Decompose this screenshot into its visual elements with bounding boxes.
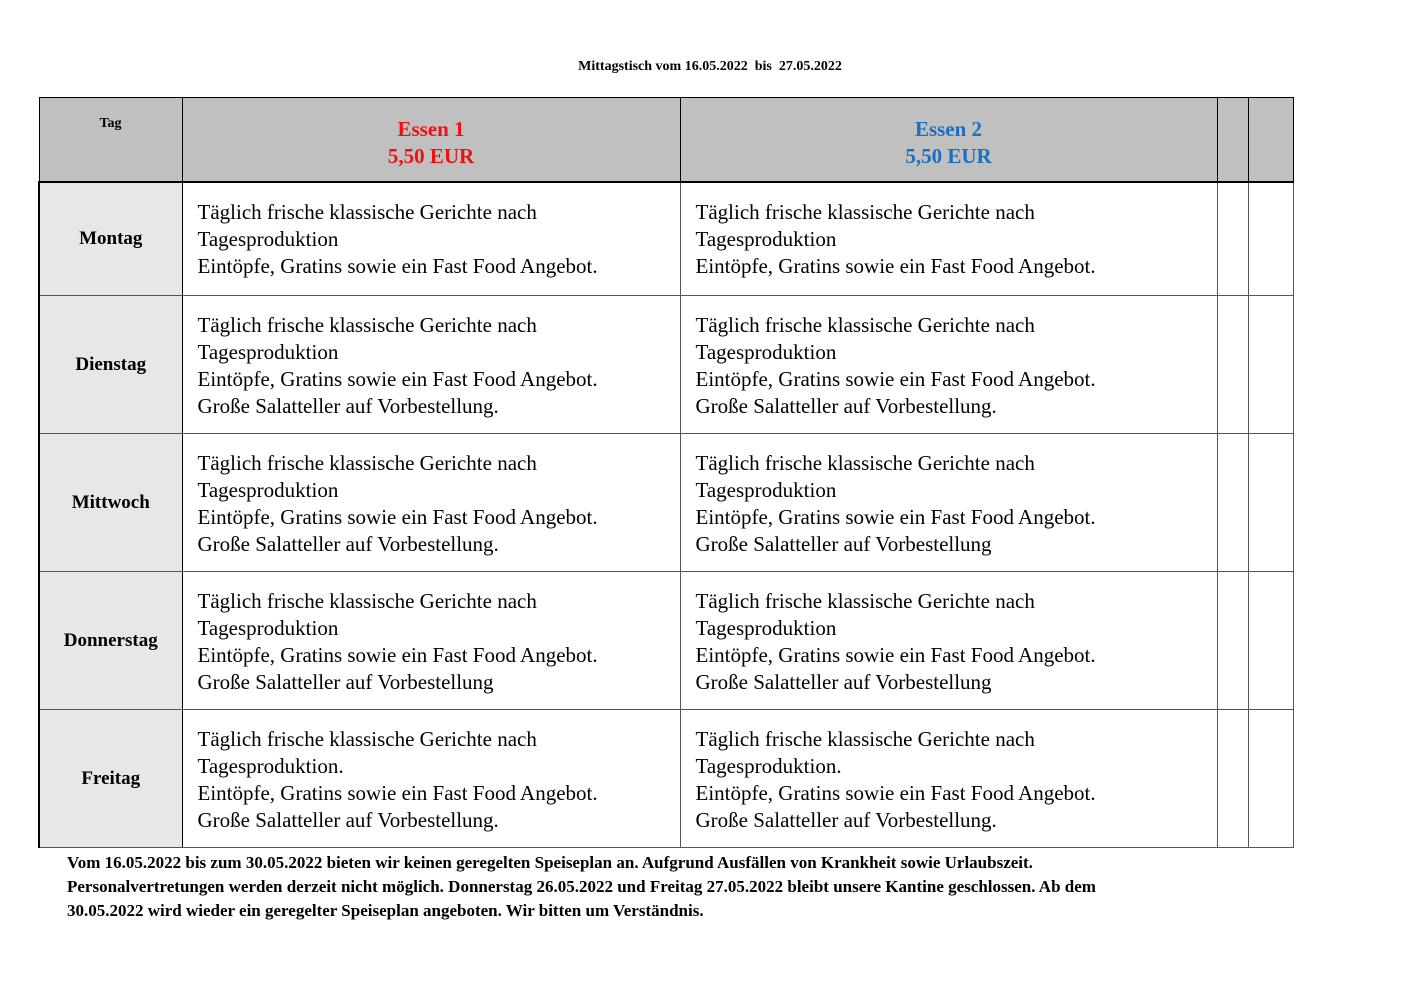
header-tag: Tag [39, 98, 182, 182]
meal-line: Täglich frische klassische Gerichte nach [197, 451, 537, 475]
blank-cell [1217, 572, 1248, 710]
footer-note [67, 851, 1307, 923]
meal-line: Täglich frische klassische Gerichte nach [197, 313, 537, 337]
essen-2-cell [680, 434, 1217, 572]
blank-cell [1248, 296, 1293, 434]
meal-line: Eintöpfe, Gratins sowie ein Fast Food Angebot. [197, 781, 598, 805]
day-cell: Donnerstag [39, 572, 182, 710]
meal-line: Tagesproduktion [695, 226, 837, 251]
header-blank-2 [1248, 98, 1293, 182]
meal-line: Täglich frische klassische Gerichte nach [695, 589, 1035, 613]
header-essen-1 [182, 98, 680, 182]
essen-1-price: 5,50 EUR [387, 144, 475, 168]
blank-cell [1248, 434, 1293, 572]
page-title: Mittagstisch vom 16.05.2022 bis 27.05.2022 [578, 59, 842, 74]
meal-line: Tagesproduktion [197, 616, 339, 640]
essen-1-cell [182, 296, 680, 434]
meal-line: Eintöpfe, Gratins sowie ein Fast Food Angebot. [695, 781, 1096, 805]
meal-line: Eintöpfe, Gratins sowie ein Fast Food Angebot. [197, 253, 598, 278]
day-cell: Mittwoch [39, 434, 182, 572]
meal-line: Große Salatteller auf Vorbestellung [695, 670, 992, 694]
table-row [39, 572, 1293, 710]
meal-line: Täglich frische klassische Gerichte nach [695, 199, 1035, 224]
meal-line: Große Salatteller auf Vorbestellung [197, 670, 494, 694]
meal-line: Tagesproduktion [695, 340, 837, 364]
essen-2-price: 5,50 EUR [905, 144, 992, 168]
essen-2-cell [680, 710, 1217, 848]
header-essen-2 [680, 98, 1217, 182]
meal-line: Täglich frische klassische Gerichte nach [197, 589, 537, 613]
meal-line: Große Salatteller auf Vorbestellung. [197, 808, 499, 832]
menu-table [38, 97, 1294, 848]
essen-2-cell [680, 296, 1217, 434]
day-cell: Freitag [39, 710, 182, 848]
table-row [39, 296, 1293, 434]
essen-2-cell [680, 182, 1217, 296]
meal-line: Täglich frische klassische Gerichte nach [197, 727, 537, 751]
essen-2-cell [680, 572, 1217, 710]
meal-line: Täglich frische klassische Gerichte nach [197, 199, 537, 224]
essen-1-cell [182, 182, 680, 296]
meal-line: Täglich frische klassische Gerichte nach [695, 727, 1035, 751]
meal-line: Große Salatteller auf Vorbestellung. [695, 808, 997, 832]
essen-1-cell [182, 710, 680, 848]
blank-cell [1248, 572, 1293, 710]
day-cell: Montag [39, 182, 182, 296]
meal-line: Eintöpfe, Gratins sowie ein Fast Food Angebot. [197, 505, 598, 529]
meal-line: Tagesproduktion [695, 616, 837, 640]
note-line: Personalvertretungen werden derzeit nicht möglich. Donnerstag 26.05.2022 und Freitag 27.05.2022 bleibt unsere Kantine geschlossen. Ab dem [67, 877, 1096, 896]
meal-line: Tagesproduktion [197, 226, 339, 251]
meal-line: Eintöpfe, Gratins sowie ein Fast Food Angebot. [695, 253, 1096, 278]
meal-line: Täglich frische klassische Gerichte nach [695, 313, 1035, 337]
essen-1-name: Essen 1 [397, 117, 465, 141]
meal-line: Eintöpfe, Gratins sowie ein Fast Food Angebot. [197, 643, 598, 667]
meal-line: Tagesproduktion. [197, 754, 344, 778]
blank-cell [1248, 182, 1293, 296]
header-row [39, 98, 1293, 182]
meal-line: Große Salatteller auf Vorbestellung. [197, 394, 499, 418]
essen-1-cell [182, 572, 680, 710]
table-row [39, 710, 1293, 848]
meal-line: Tagesproduktion [695, 478, 837, 502]
meal-line: Große Salatteller auf Vorbestellung. [695, 394, 997, 418]
blank-cell [1217, 182, 1248, 296]
blank-cell [1217, 296, 1248, 434]
meal-line: Tagesproduktion. [695, 754, 842, 778]
meal-line: Eintöpfe, Gratins sowie ein Fast Food Angebot. [197, 367, 598, 391]
note-line: Vom 16.05.2022 bis zum 30.05.2022 bieten wir keinen geregelten Speiseplan an. Aufgrund Ausfällen von Krankheit sowie Urlaubszeit. [67, 853, 1033, 872]
essen-2-name: Essen 2 [914, 117, 983, 141]
blank-cell [1248, 710, 1293, 848]
day-cell: Dienstag [39, 296, 182, 434]
table-row [39, 182, 1293, 296]
meal-line: Eintöpfe, Gratins sowie ein Fast Food Angebot. [695, 367, 1096, 391]
blank-cell [1217, 710, 1248, 848]
essen-1-cell [182, 434, 680, 572]
blank-cell [1217, 434, 1248, 572]
meal-line: Große Salatteller auf Vorbestellung [695, 532, 992, 556]
table-row [39, 434, 1293, 572]
meal-line: Eintöpfe, Gratins sowie ein Fast Food Angebot. [695, 643, 1096, 667]
header-blank-1 [1217, 98, 1248, 182]
meal-line: Große Salatteller auf Vorbestellung. [197, 532, 499, 556]
meal-line: Eintöpfe, Gratins sowie ein Fast Food Angebot. [695, 505, 1096, 529]
meal-line: Tagesproduktion [197, 478, 339, 502]
meal-line: Tagesproduktion [197, 340, 339, 364]
note-line: 30.05.2022 wird wieder ein geregelter Speiseplan angeboten. Wir bitten um Verständnis. [67, 901, 704, 920]
meal-line: Täglich frische klassische Gerichte nach [695, 451, 1035, 475]
